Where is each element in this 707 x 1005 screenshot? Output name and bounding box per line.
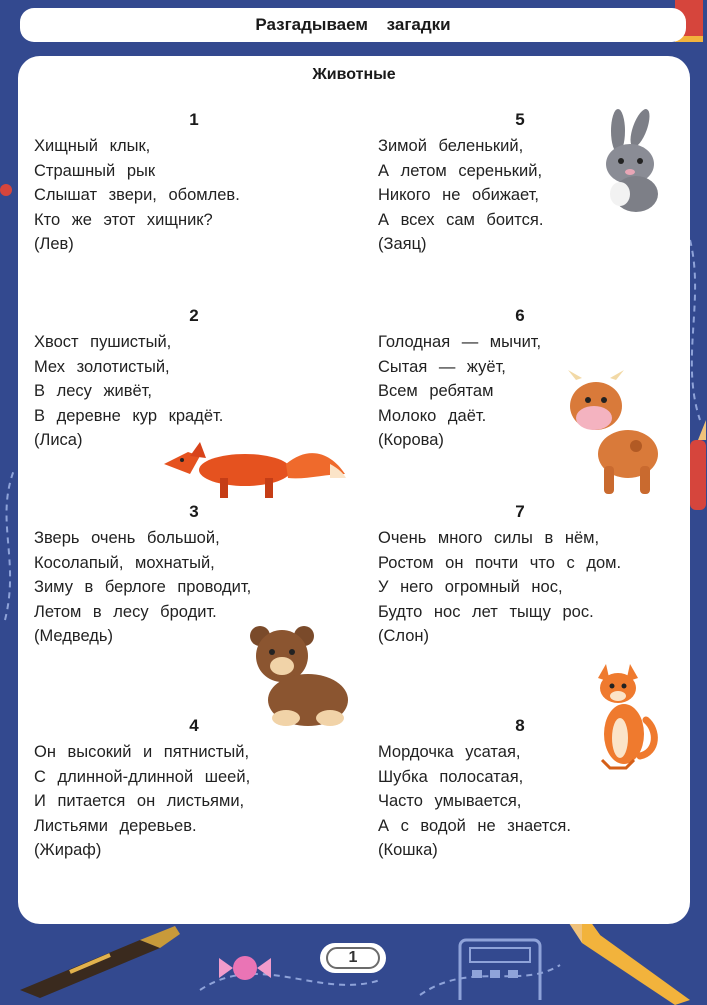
riddle-line: Всем ребятам (378, 382, 494, 401)
cat-illustration (580, 656, 660, 776)
cow-illustration (566, 366, 666, 496)
riddle-answer: (Заяц) (378, 235, 427, 254)
riddle-line: Мордочка усатая, (378, 743, 521, 761)
riddle-line: Зимой беленький, (378, 137, 524, 155)
page-number-badge (320, 943, 386, 973)
riddle-answer: (Лиса) (34, 431, 83, 450)
riddle-line: Он высокий и пятнистый, (34, 743, 250, 761)
riddle-line: И питается он листьями, (34, 792, 245, 811)
riddle-number: 3 (189, 502, 199, 521)
riddle-line: Летом в лесу бродит. (34, 602, 217, 621)
riddle-number: 2 (189, 306, 199, 325)
riddle-line: Часто умывается, (378, 792, 522, 811)
riddle-answer: (Кошка) (378, 841, 438, 860)
riddle-line: Голодная — мычит, (378, 333, 542, 351)
riddle-line: У него огромный нос, (378, 578, 563, 597)
section-title: Животные (312, 66, 396, 83)
riddle-answer: (Лев) (34, 235, 74, 254)
riddle-line: Слышат звери, обомлев. (34, 186, 240, 205)
riddle-line: Мех золотистый, (34, 357, 170, 376)
riddle-answer: (Корова) (378, 431, 444, 450)
riddle-line: Листьями деревьев. (34, 816, 197, 835)
riddle-line: Хвост пушистый, (34, 333, 172, 351)
riddle-line: Молоко даёт. (378, 406, 487, 425)
riddle-line: Кто же этот хищник? (34, 210, 213, 229)
riddle-line: Сытая — жуёт, (378, 357, 506, 376)
riddle-line: Будто нос лет тыщу рос. (378, 602, 594, 621)
riddle-number: 7 (515, 502, 525, 521)
riddle-line: Шубка полосатая, (378, 767, 524, 786)
riddles-card (18, 56, 690, 924)
riddle-number: 1 (189, 110, 199, 129)
riddle-line: Косолапый, мохнатый, (34, 553, 215, 572)
candy-icon (215, 948, 275, 988)
riddle-line: В лесу живёт, (34, 382, 152, 401)
riddle-line: А всех сам боится. (378, 210, 544, 229)
riddle-line: Ростом он почти что с дом. (378, 553, 622, 572)
riddle-number: 5 (515, 110, 525, 129)
riddle-line: С длинной-длинной шеей, (34, 767, 251, 786)
page-number: 1 (326, 947, 380, 969)
riddle-answer: (Жираф) (34, 841, 102, 860)
riddle-line: Никого не обижает, (378, 186, 540, 205)
riddle-line: Зверь очень большой, (34, 529, 220, 547)
riddle-line: Очень много силы в нём, (378, 529, 600, 547)
riddle-line: Зиму в берлоге проводит, (34, 578, 252, 597)
riddle-line: В деревне кур крадёт. (34, 406, 224, 425)
riddle-answer: (Слон) (378, 627, 430, 646)
riddle-answer: (Медведь) (34, 627, 113, 646)
pen-icon (10, 920, 210, 1000)
fox-illustration (160, 434, 350, 504)
riddle-number: 6 (515, 306, 525, 325)
page-header (20, 8, 686, 42)
riddle-line: Хищный клык, (34, 137, 151, 155)
calculator-icon (450, 930, 570, 1000)
riddle-number: 4 (189, 716, 199, 735)
riddle-line: А с водой не знается. (378, 816, 571, 835)
hare-illustration (588, 106, 668, 216)
riddle-line: Страшный рык (34, 161, 156, 180)
header-title: Разгадываем загадки (255, 15, 451, 34)
riddle-number: 8 (515, 716, 525, 735)
riddle-line: А летом серенький, (378, 161, 543, 180)
bear-illustration (246, 622, 356, 732)
